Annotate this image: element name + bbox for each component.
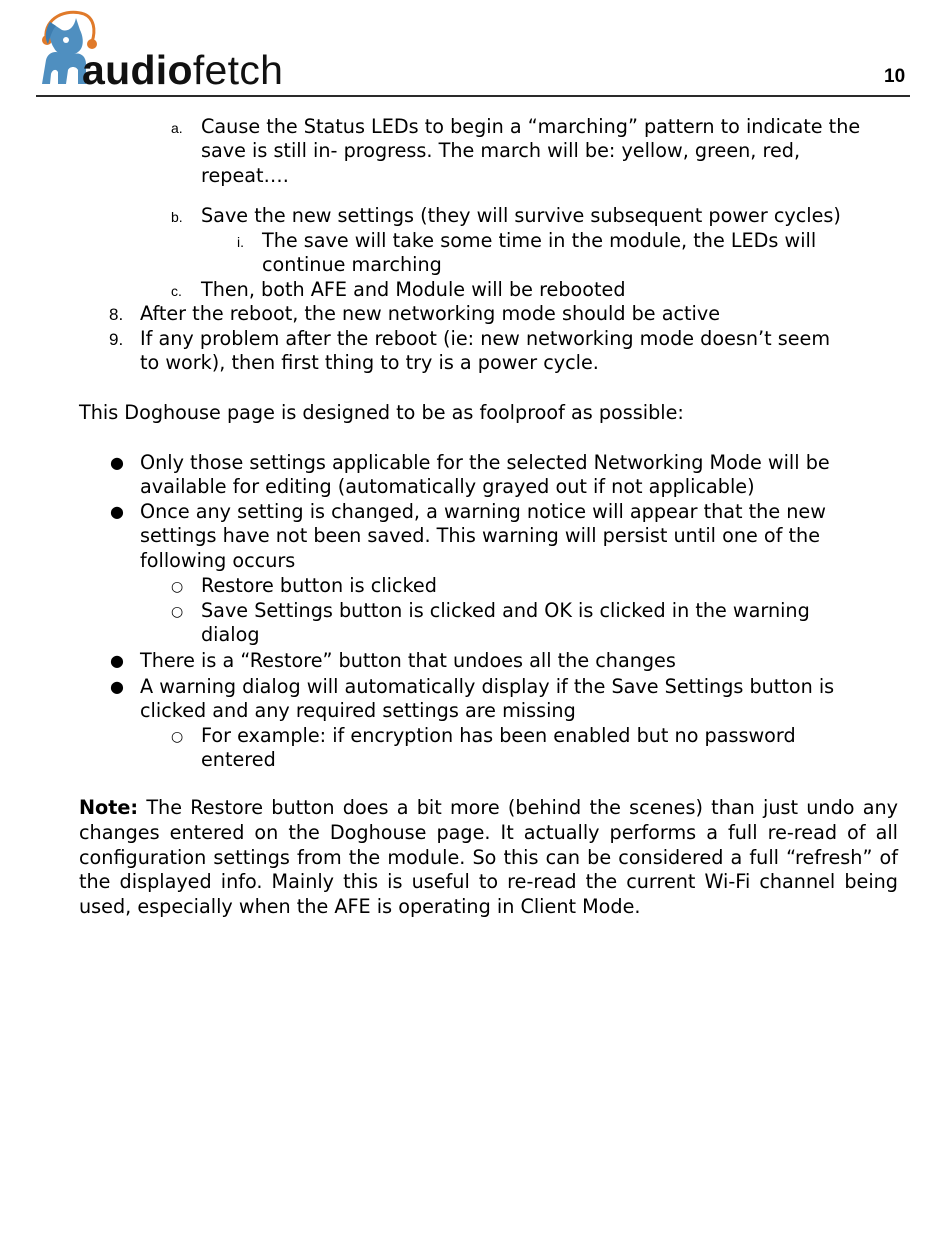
bullet-3-line1: There is a “Restore” button that undoes all the changes: [140, 649, 676, 672]
header-divider: [36, 95, 910, 97]
step-9-marker: 9.: [109, 330, 124, 349]
bullet-dot-icon: ●: [110, 453, 124, 472]
step-8-text-line1: After the reboot, the new networking mode should be active: [140, 302, 721, 325]
bullet-2-line3: following occurs: [140, 549, 296, 572]
bullet-2-line1: Once any setting is changed, a warning notice will appear that the new: [140, 500, 826, 523]
step-b-i-text-line2: continue marching: [262, 253, 442, 276]
sub-bullet-circle-icon: ○: [171, 579, 184, 595]
bullet-2-sub1: Restore button is clicked: [201, 574, 437, 597]
step-b-i-marker: i.: [237, 234, 244, 250]
bullet-4-line1: A warning dialog will automatically display if the Save Settings button is: [140, 675, 835, 698]
bullet-2-sub2-line2: dialog: [201, 623, 260, 646]
step-c-marker: c.: [171, 283, 182, 299]
step-b-marker: b.: [171, 209, 183, 225]
step-9-text-line2: to work), then first thing to try is a power cycle.: [140, 351, 599, 374]
step-a-text-line2: save is still in- progress. The march will be: yellow, green, red,: [201, 139, 801, 162]
intro-paragraph: This Doghouse page is designed to be as foolproof as possible:: [79, 401, 684, 424]
logo-wordmark: [82, 46, 283, 94]
step-a-marker: a.: [171, 120, 183, 136]
bullet-4-sub1-line2: entered: [201, 748, 276, 771]
bullet-1-line2: available for editing (automatically grayed out if not applicable): [140, 475, 755, 498]
audiofetch-logo: [36, 8, 336, 93]
step-9-text-line1: If any problem after the reboot (ie: new networking mode doesn’t seem: [140, 327, 831, 350]
bullet-1-line1: Only those settings applicable for the selected Networking Mode will be: [140, 451, 830, 474]
sub-bullet-circle-icon: ○: [171, 604, 184, 620]
note-paragraph: [79, 796, 898, 920]
sub-bullet-circle-icon: ○: [171, 729, 184, 745]
bullet-dot-icon: ●: [110, 502, 124, 521]
page-number: 10: [884, 66, 906, 87]
step-8-marker: 8.: [109, 305, 124, 324]
step-b-i-text-line1: The save will take some time in the module, the LEDs will: [262, 229, 817, 252]
step-a-text-line3: repeat….: [201, 164, 289, 187]
note-label: Note:: [79, 796, 139, 819]
bullet-4-sub1-line1: For example: if encryption has been enabled but no password: [201, 724, 796, 747]
bullet-2-sub2-line1: Save Settings button is clicked and OK is clicked in the warning: [201, 599, 810, 622]
bullet-dot-icon: ●: [110, 651, 124, 670]
bullet-dot-icon: ●: [110, 677, 124, 696]
step-c-text-line1: Then, both AFE and Module will be rebooted: [201, 278, 626, 301]
note-text: The Restore button does a bit more (behind the scenes) than just undo any changes entered on the Doghouse page. It actually performs a full re-read of all configuration settings from the module. So this can be considered a full “refresh” of the displayed info. Mainly this is useful to re-read the current Wi-Fi channel being used, especially when the AFE is operating in Client Mode.: [79, 796, 898, 919]
logo-word-light: fetch: [192, 47, 284, 93]
step-b-text-line1: Save the new settings (they will survive subsequent power cycles): [201, 204, 841, 227]
step-a-text-line1: Cause the Status LEDs to begin a “marching” pattern to indicate the: [201, 115, 861, 138]
logo-word-bold: audio: [82, 47, 193, 93]
bullet-2-line2: settings have not been saved. This warning will persist until one of the: [140, 524, 820, 547]
bullet-4-line2: clicked and any required settings are missing: [140, 699, 576, 722]
